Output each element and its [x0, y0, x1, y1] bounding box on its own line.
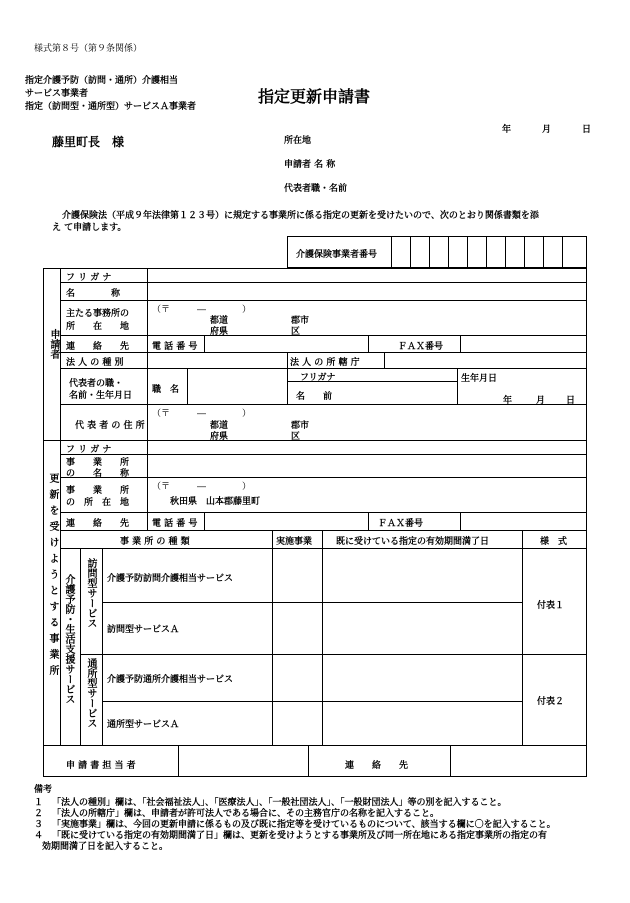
- page-title: 指定更新申請書: [258, 87, 371, 106]
- office-location-label-2: 所 在 地: [66, 322, 130, 332]
- office-furigana-label: フ リ ガ ナ: [66, 445, 112, 455]
- note-1-num: １: [34, 798, 44, 808]
- service-row-4: 通所型サービスＡ: [107, 720, 180, 730]
- subgroup-label-daycare: 通所型サービス: [85, 658, 96, 728]
- office-contact-label: 連 絡 先: [66, 519, 130, 529]
- footer-contact-label: 連 絡 先: [345, 761, 409, 771]
- services-group-label: 介護予防・生活支援サービス: [63, 574, 74, 704]
- intro-line-1: 介護保険法（平成９年法律第１２３号）に規定する事業所に係る指定の更新を受けたいので、次のとおり関係書類を添: [62, 211, 539, 221]
- office-fax-label: ＦＡＸ番号: [378, 519, 424, 529]
- note-2-num: ２: [34, 809, 44, 819]
- rep-furigana-label: フリガナ: [300, 373, 336, 383]
- office-name-label-1: 事 業 所: [66, 458, 130, 468]
- office-addr-label-1: 事 業 所: [66, 486, 130, 496]
- service-row-3: 介護予防通所介護相当サービス: [107, 675, 234, 685]
- note-4-num: ４: [34, 831, 44, 841]
- date-year-label: 年: [502, 125, 512, 135]
- header-line-1: 指定介護予防（訪問・通所）介護相当: [25, 76, 179, 86]
- office-postal: （〒 ― ）: [152, 482, 252, 492]
- corp-authority-label: 法 人 の 所 轄 庁: [290, 358, 360, 368]
- applicant-todofuken-2: 府県: [210, 327, 229, 337]
- form-attachment-2: 付表２: [537, 697, 565, 707]
- office-addr-label-2: の 所 在 地: [66, 498, 130, 508]
- applicant-postal: （〒 ― ）: [152, 305, 252, 315]
- insurer-number-label: 介護保険事業者番号: [296, 250, 378, 260]
- header-line-3: 指定（訪問型・通所型）サービスＡ事業者: [25, 102, 197, 112]
- footer-person-label: 申 請 書 担 当 者: [66, 761, 136, 771]
- rep-label-1: 代表者の職・: [69, 379, 124, 389]
- note-4: 「既に受けている指定の有効期間満了日」欄は、更新を受けようとする事業所及び同一所在地にある指定事業所の指定の有: [52, 831, 548, 841]
- applicant-rep-label: 代表者職・名前: [284, 184, 348, 194]
- note-1: 「法人の種別」欄は、「社会福祉法人」、「医療法人」、「一般社団法人」、「一般財団法人」等の別を記入すること。: [52, 798, 507, 808]
- form-attachment-1: 付表１: [537, 601, 565, 611]
- birth-month-label: 月: [536, 396, 546, 406]
- office-address-value: 秋田県 山本郡藤里町: [170, 497, 261, 507]
- service-row-2: 訪問型サービスＡ: [107, 625, 180, 635]
- office-side-label: 更新を受けようとする事業所: [47, 473, 58, 681]
- addressee: 藤里町長 様: [52, 135, 125, 149]
- birth-label: 生年月日: [461, 374, 498, 384]
- office-tel-label: 電 話 番 号: [152, 519, 198, 529]
- applicant-furigana-label: フ リ ガ ナ: [66, 273, 112, 283]
- services-header-type: 事 業 所 の 種 類: [120, 537, 190, 547]
- date-day-label: 日: [582, 125, 592, 135]
- service-row-1: 介護予防訪問介護相当サービス: [107, 574, 234, 584]
- office-location-label-1: 主たる事務所の: [66, 309, 130, 319]
- rep-address-label: 代 表 者 の 住 所: [75, 421, 145, 431]
- form-id: 様式第８号（第９条関係）: [34, 44, 143, 54]
- note-4-cont: 効期間満了日を記入すること。: [42, 842, 169, 852]
- intro-line-2: え て申請します。: [52, 223, 127, 233]
- applicant-side-label: 申請者: [48, 329, 59, 359]
- rep-name-label: 名 前: [296, 392, 333, 402]
- rep-todofuken-2: 府県: [210, 432, 229, 442]
- rep-label-2: 名前・生年月日: [69, 391, 133, 401]
- services-header-expiry: 既に受けている指定の有効期間満了日: [336, 537, 490, 547]
- header-line-2: サービス事業者: [25, 89, 89, 99]
- rep-gunshi-2: 区: [291, 432, 301, 442]
- birth-day-label: 日: [566, 396, 576, 406]
- services-header-form: 様 式: [540, 537, 568, 547]
- applicant-contact-label: 連 絡 先: [66, 342, 130, 352]
- applicant-gunshi-1: 郡市: [291, 316, 310, 326]
- applicant-name-label: 申請者 名 称: [284, 160, 336, 170]
- notes-title: 備考: [34, 785, 53, 795]
- corp-type-label: 法 人 の 種 別: [66, 358, 124, 368]
- birth-year-label: 年: [503, 396, 513, 406]
- note-2: 「法人の所轄庁」欄は、申請者が許可法人である場合に、その主務官庁の名称を記入すること。: [52, 809, 440, 819]
- applicant-gunshi-2: 区: [291, 327, 301, 337]
- applicant-tel-label: 電 話 番 号: [152, 342, 198, 352]
- note-3-num: ３: [34, 820, 44, 830]
- rep-todofuken-1: 都道: [210, 421, 229, 431]
- applicant-name-row-label: 名 称: [66, 289, 121, 299]
- rep-gunshi-1: 郡市: [291, 421, 310, 431]
- position-label: 職 名: [152, 385, 180, 395]
- applicant-fax-label: ＦＡＸ番号: [398, 342, 444, 352]
- services-header-implementation: 実施事業: [276, 537, 313, 547]
- applicant-address-label: 所在地: [284, 136, 312, 146]
- office-name-label-2: の 名 称: [66, 469, 130, 479]
- applicant-todofuken-1: 都道: [210, 316, 229, 326]
- subgroup-label-visit: 訪問型サービス: [85, 558, 96, 628]
- date-month-label: 月: [542, 125, 552, 135]
- rep-postal: （〒 ― ）: [152, 409, 252, 419]
- note-3: 「実施事業」欄は、今回の更新申請に係るもの及び既に指定等を受けているものについて、該当する欄に〇を記入すること。: [52, 820, 556, 830]
